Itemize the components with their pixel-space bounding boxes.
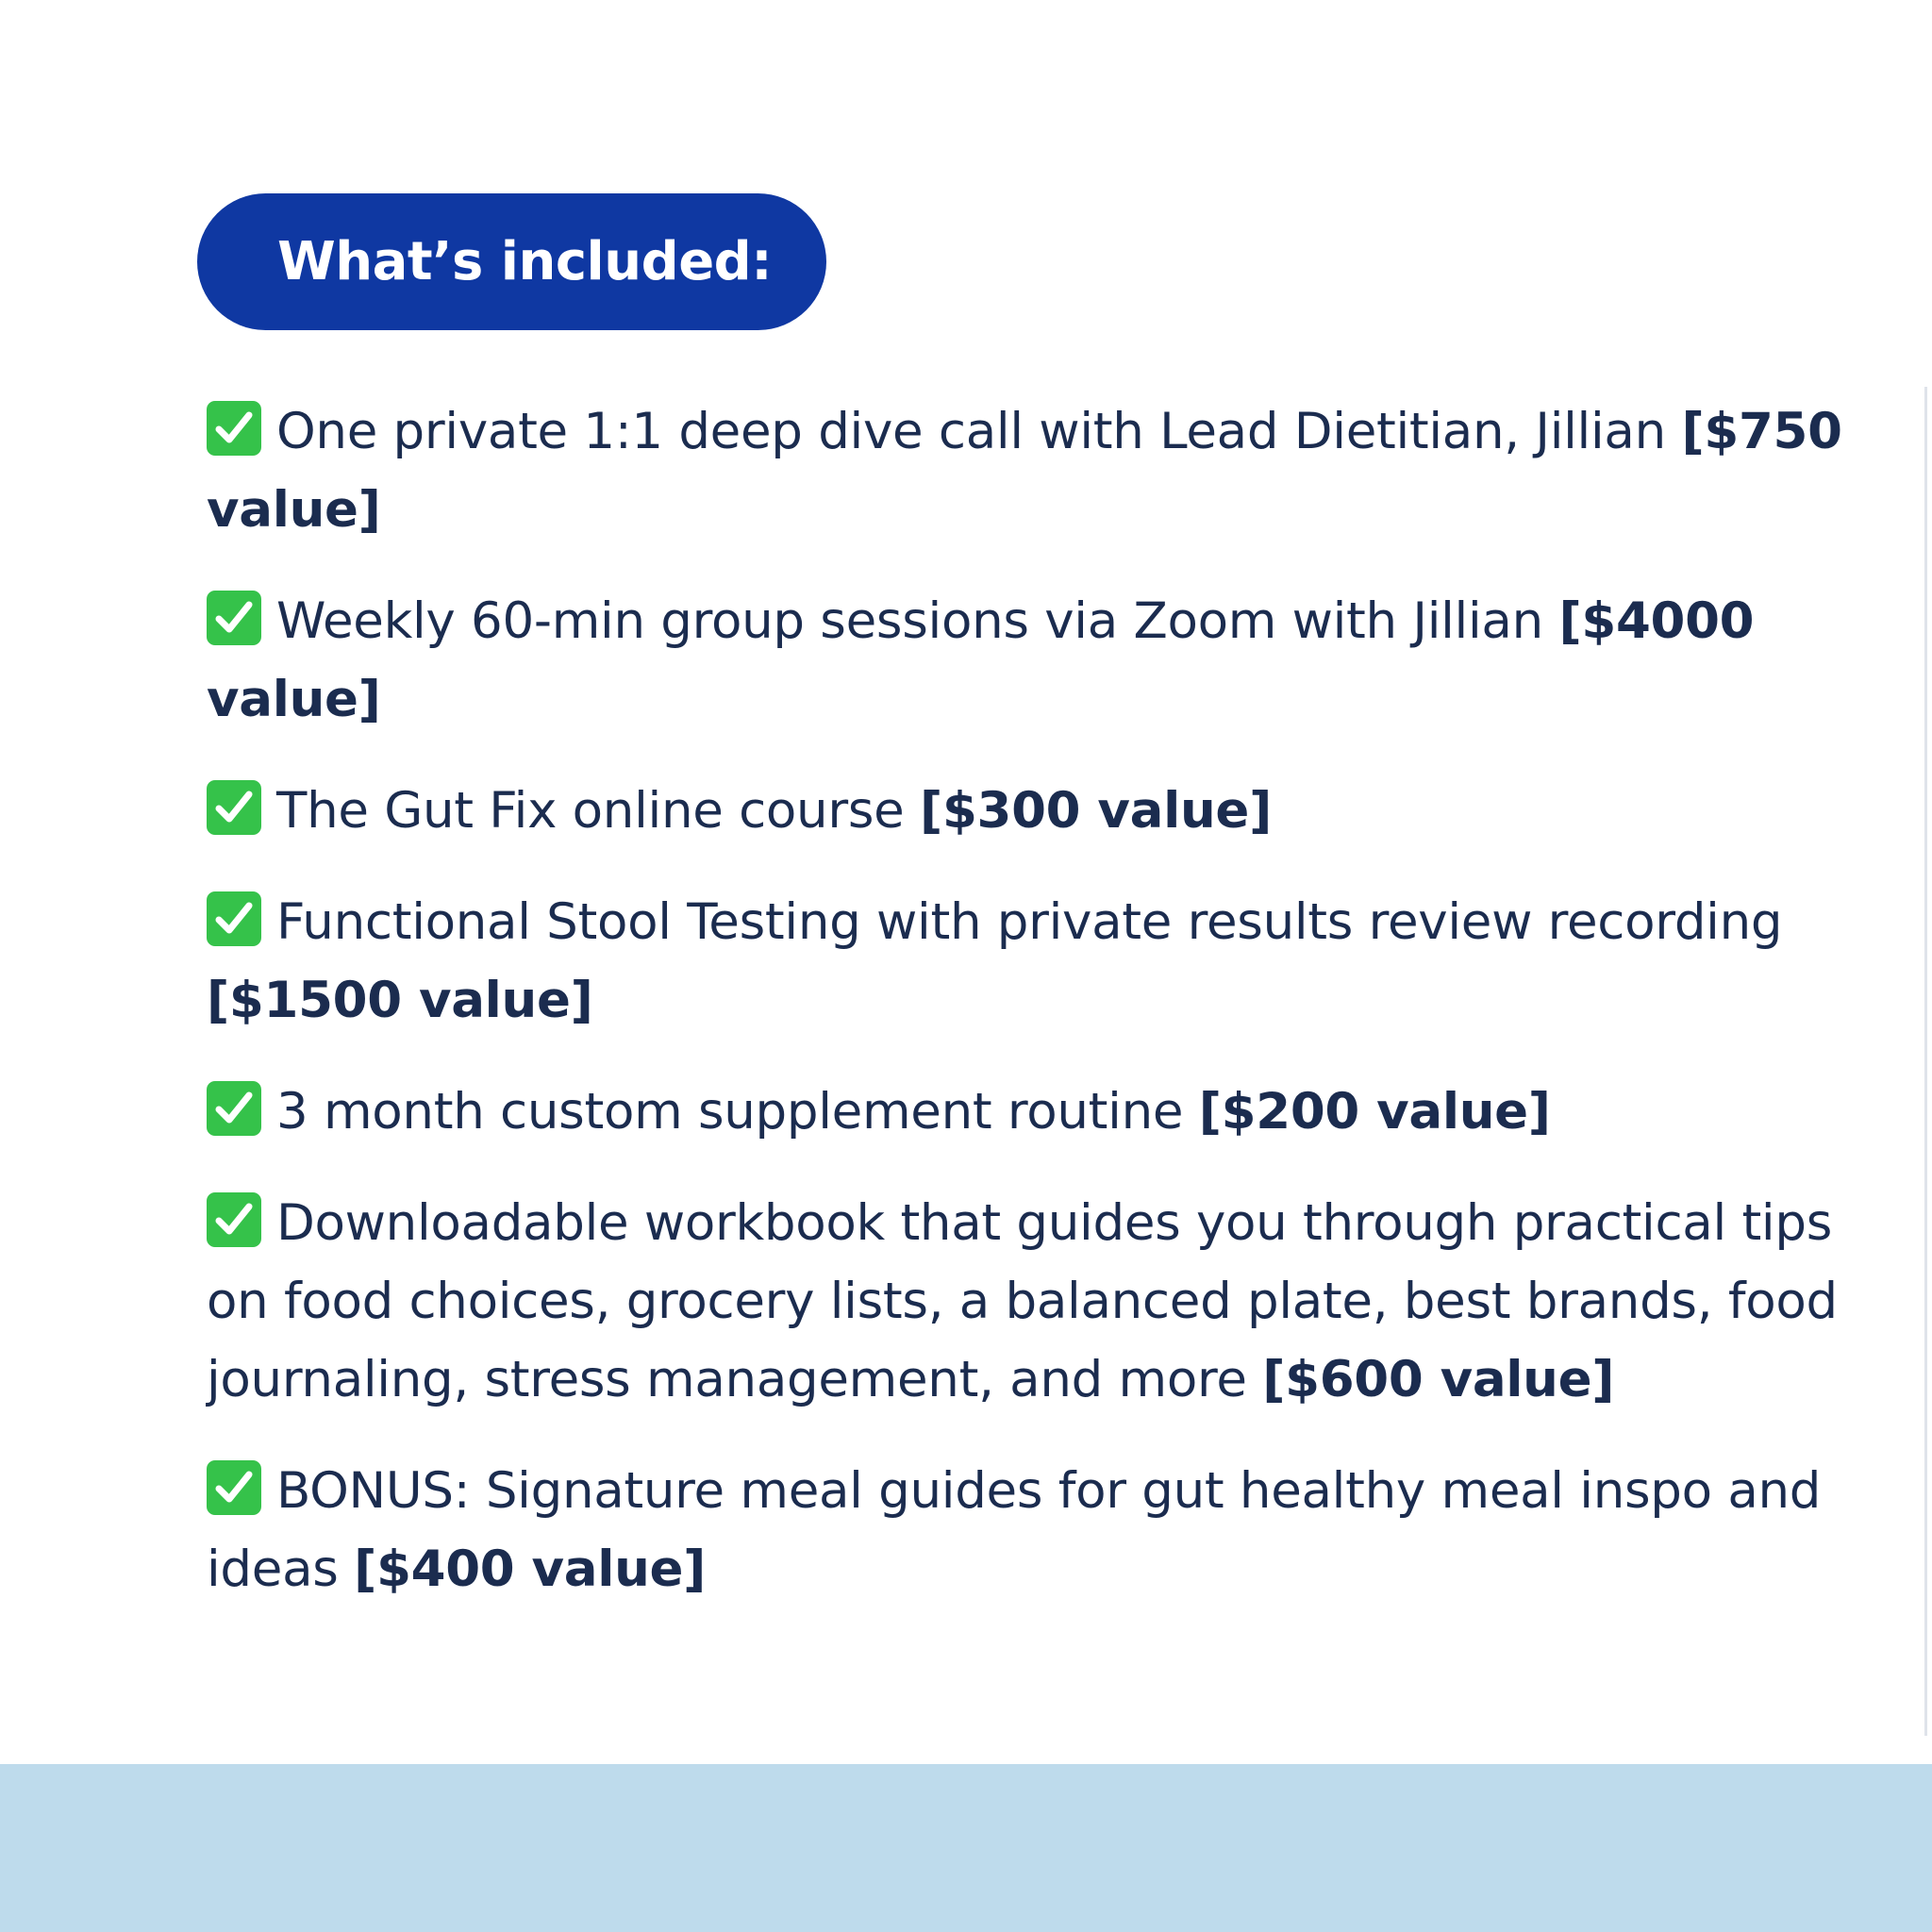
item-text: One private 1:1 deep dive call with Lead Dietitian, Jillian <box>276 403 1666 460</box>
footer-band <box>0 1764 1932 1932</box>
check-mark-icon <box>207 1192 261 1247</box>
list-item <box>207 392 1848 549</box>
list-item <box>207 1452 1848 1608</box>
check-mark-icon <box>207 891 261 946</box>
item-text: BONUS: Signature meal guides for gut healthy meal inspo and ideas <box>207 1462 1822 1598</box>
item-value: [$4000 value] <box>207 592 1755 728</box>
list-item <box>207 772 1848 850</box>
item-value: [$200 value] <box>1198 1083 1551 1141</box>
item-value: [$400 value] <box>354 1541 707 1598</box>
divider <box>1924 387 1927 1736</box>
item-text: Weekly 60-min group sessions via Zoom with Jillian <box>276 592 1543 650</box>
included-items-list <box>207 392 1848 1641</box>
item-text: Functional Stool Testing with private results review recording <box>276 893 1783 951</box>
list-item <box>207 1184 1848 1419</box>
item-text: Downloadable workbook that guides you through practical tips on food choices, grocery lists, a balanced plate, best brands, food journaling, stress management, and more <box>207 1194 1838 1408</box>
item-value: [$1500 value] <box>207 972 593 1029</box>
check-mark-icon <box>207 1081 261 1136</box>
header-pill <box>197 193 826 330</box>
list-item <box>207 883 1848 1040</box>
list-item <box>207 1073 1848 1151</box>
item-value: [$750 value] <box>207 403 1842 539</box>
check-mark-icon <box>207 591 261 645</box>
check-mark-icon <box>207 780 261 835</box>
item-value: [$300 value] <box>920 782 1272 840</box>
item-text: The Gut Fix online course <box>276 782 905 840</box>
header-title: What’s included: <box>277 231 773 292</box>
check-mark-icon <box>207 401 261 456</box>
check-mark-icon <box>207 1460 261 1515</box>
item-text: 3 month custom supplement routine <box>276 1083 1184 1141</box>
item-value: [$600 value] <box>1262 1351 1615 1408</box>
list-item <box>207 582 1848 739</box>
